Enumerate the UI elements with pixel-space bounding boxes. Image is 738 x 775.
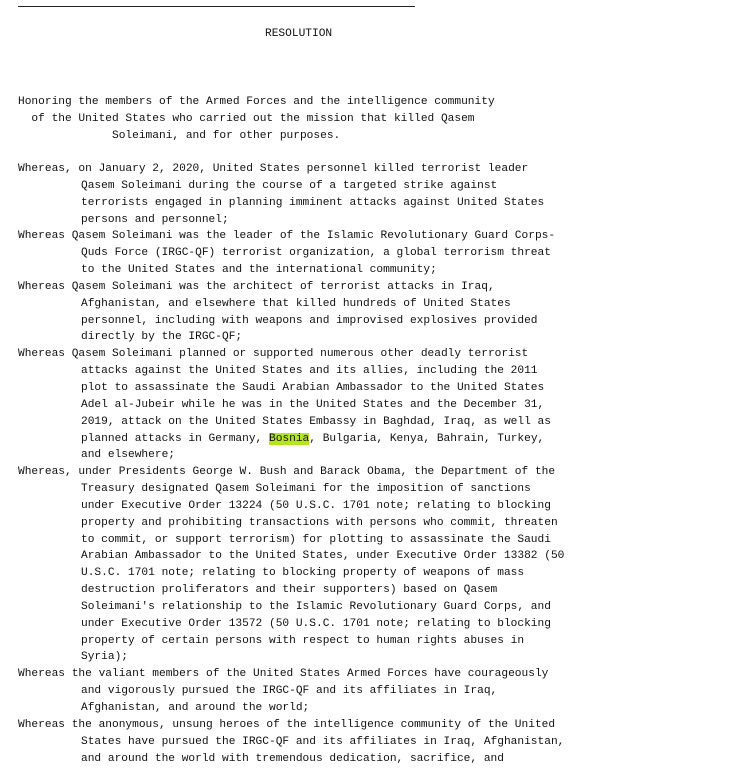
clause-line: directly by the IRGC-QF;: [81, 331, 243, 344]
clause-line: U.S.C. 1701 note; relating to blocking property of weapons of mass: [81, 567, 525, 580]
clause-line-highlighted: [18, 431, 564, 448]
clause-line: plot to assassinate the Saudi Arabian Ambassador to the United States: [81, 381, 545, 394]
whereas-clause-7: [18, 717, 564, 768]
clause-line: States have pursued the IRGC-QF and its affiliates in Iraq, Afghanistan,: [81, 735, 565, 748]
clause-line: Afghanistan, and elsewhere that killed hundreds of United States: [81, 297, 511, 310]
clause-line: and around the world with tremendous dedication, sacrifice, and: [81, 752, 504, 765]
clause-line: 2019, attack on the United States Embassy in Baghdad, Iraq, as well as: [81, 415, 551, 428]
whereas-clause-1: [18, 161, 564, 228]
whereas-clause-2: [18, 228, 564, 279]
clause-line: terrorists engaged in planning imminent attacks against United States: [81, 196, 545, 209]
clause-line: Whereas, on January 2, 2020, United States personnel killed terrorist leader: [18, 163, 529, 175]
clause-line: Arabian Ambassador to the United States, under Executive Order 13382 (50: [81, 550, 565, 563]
clause-line: Whereas Qasem Soleimani was the architect of terrorist attacks in Iraq,: [18, 280, 495, 293]
clause-line: Whereas, under Presidents George W. Bush and Barack Obama, the Department of the: [18, 466, 556, 479]
clause-line: and elsewhere;: [81, 449, 175, 462]
clause-line: destruction proliferators and their supporters) based on Qasem: [81, 584, 498, 597]
clause-line: Soleimani's relationship to the Islamic Revolutionary Guard Corps, and: [81, 600, 551, 613]
whereas-clause-4: [18, 346, 564, 464]
clause-text: planned attacks in Germany,: [81, 432, 269, 445]
clause-line: Quds Force (IRGC-QF) terrorist organization, a global terrorism threat: [81, 247, 551, 260]
clause-line: property of certain persons with respect to human rights abuses in: [81, 634, 525, 647]
clause-line: personnel, including with weapons and improvised explosives provided: [81, 314, 538, 327]
title-line: Soleimani, and for other purposes.: [18, 129, 341, 142]
clause-line: Afghanistan, and around the world;: [81, 702, 310, 714]
clause-text: , Bulgaria, Kenya, Bahrain, Turkey,: [309, 432, 545, 445]
clause-line: Whereas the valiant members of the United States Armed Forces have courageously: [18, 668, 549, 681]
clause-line: Syria);: [81, 651, 128, 664]
clause-line: attacks against the United States and its allies, including the 2011: [81, 365, 538, 378]
whereas-clause-3: [18, 279, 564, 346]
clause-line: Adel al-Jubeir while he was in the United States and the December 31,: [81, 398, 545, 411]
whereas-clauses: [18, 161, 564, 767]
document-heading: RESOLUTION: [265, 28, 333, 40]
title-line: Honoring the members of the Armed Forces and the intelligence community: [18, 96, 495, 108]
clause-line: under Executive Order 13224 (50 U.S.C. 1701 note; relating to blocking: [81, 499, 551, 512]
whereas-clause-5: [18, 464, 564, 666]
whereas-clause-6: [18, 666, 564, 717]
title-line: of the United States who carried out the mission that killed Qasem: [18, 112, 475, 125]
clause-line: under Executive Order 13572 (50 U.S.C. 1701 note; relating to blocking: [81, 617, 551, 630]
clause-line: persons and personnel;: [81, 213, 229, 226]
search-highlight: Bosnia: [268, 432, 310, 445]
clause-line: to the United States and the international community;: [81, 264, 437, 277]
clause-line: to commit, or support terrorism) for plotting to assassinate the Saudi: [81, 533, 551, 546]
top-rule: [18, 6, 415, 7]
clause-line: and vigorously pursued the IRGC-QF and its affiliates in Iraq,: [81, 685, 498, 698]
clause-line: Treasury designated Qasem Soleimani for the imposition of sanctions: [81, 483, 531, 496]
clause-line: Qasem Soleimani during the course of a targeted strike against: [81, 179, 498, 192]
clause-line: Whereas Qasem Soleimani was the leader of the Islamic Revolutionary Guard Corps-: [18, 230, 556, 243]
clause-line: Whereas Qasem Soleimani planned or supported numerous other deadly terrorist: [18, 348, 529, 361]
clause-line: Whereas the anonymous, unsung heroes of the intelligence community of the United: [18, 718, 556, 731]
resolution-title: [18, 94, 495, 145]
clause-line: property and prohibiting transactions with persons who commit, threaten: [81, 516, 558, 529]
